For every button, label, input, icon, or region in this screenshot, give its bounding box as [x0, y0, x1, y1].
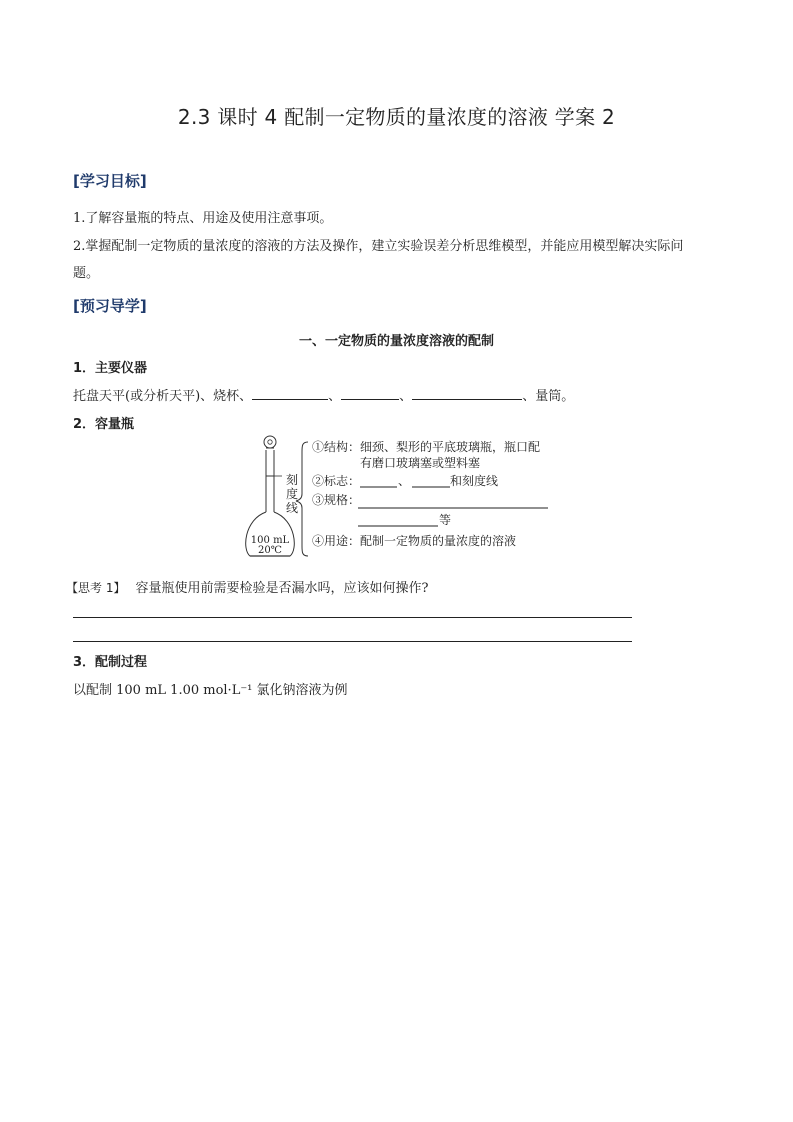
structure-line-1: ①结构：细颈、梨形的平底玻璃瓶，瓶口配 — [312, 440, 541, 454]
answer-line-1[interactable] — [73, 617, 632, 618]
section-title: 一、一定物质的量浓度溶液的配制 — [298, 334, 494, 349]
think-text: 容量瓶使用前需要检验是否漏水吗，应该如何操作? — [135, 581, 429, 596]
objective-item-2: 2.掌握配制一定物质的量浓度的溶液的方法及操作，建立实验误差分析思维模型，并能应用模型解决实际问 — [73, 239, 684, 254]
item1-text-b: 、量筒。 — [522, 389, 575, 404]
blank-3[interactable] — [412, 387, 522, 400]
objectives-heading: [学习目标] — [73, 172, 147, 190]
flask-volume-label: 100 mL — [250, 535, 290, 546]
volumetric-flask-diagram — [240, 432, 560, 564]
marks-label: ②标志： — [312, 474, 361, 488]
flask-stopper — [264, 436, 276, 448]
marks-sep: 、 — [398, 474, 411, 488]
preview-heading: [预习导学] — [73, 297, 147, 315]
specs-end: 等 — [439, 513, 452, 527]
specs-label: ③规格： — [312, 493, 361, 507]
structure-line-2: 有磨口玻璃塞或塑料塞 — [360, 456, 481, 470]
answer-line-2[interactable] — [73, 641, 632, 642]
blank-2[interactable] — [341, 387, 399, 400]
marks-end: 和刻度线 — [450, 474, 499, 488]
blank-1[interactable] — [252, 387, 328, 400]
scale-label-3: 线 — [286, 501, 299, 515]
item3-heading: 3．配制过程 — [73, 655, 148, 670]
scale-label-2: 度 — [286, 487, 299, 501]
objective-item-2-cont: 题。 — [73, 266, 100, 281]
item1-sep-2: 、 — [399, 389, 413, 404]
use-line: ④用途：配制一定物质的量浓度的溶液 — [312, 534, 517, 548]
item1-line — [73, 385, 574, 404]
page-title: 2.3 课时 4 配制一定物质的量浓度的溶液 学案 2 — [177, 105, 616, 129]
item1-heading: 1．主要仪器 — [73, 361, 148, 376]
scale-label-1: 刻 — [286, 473, 299, 487]
item2-heading: 2．容量瓶 — [73, 417, 135, 432]
flask-temp-label: 20℃ — [258, 545, 282, 556]
item1-text-a: 托盘天平(或分析天平)、烧杯、 — [73, 389, 253, 404]
objective-item-1: 1.了解容量瓶的特点、用途及使用注意事项。 — [73, 211, 333, 226]
flask-neck — [266, 450, 274, 512]
think-question — [66, 577, 428, 596]
think-tag: 【思考 1】 — [66, 581, 126, 595]
item1-sep-1: 、 — [328, 389, 342, 404]
item3-example: 以配制 100 mL 1.00 mol·L⁻¹ 氯化钠溶液为例 — [73, 683, 348, 698]
